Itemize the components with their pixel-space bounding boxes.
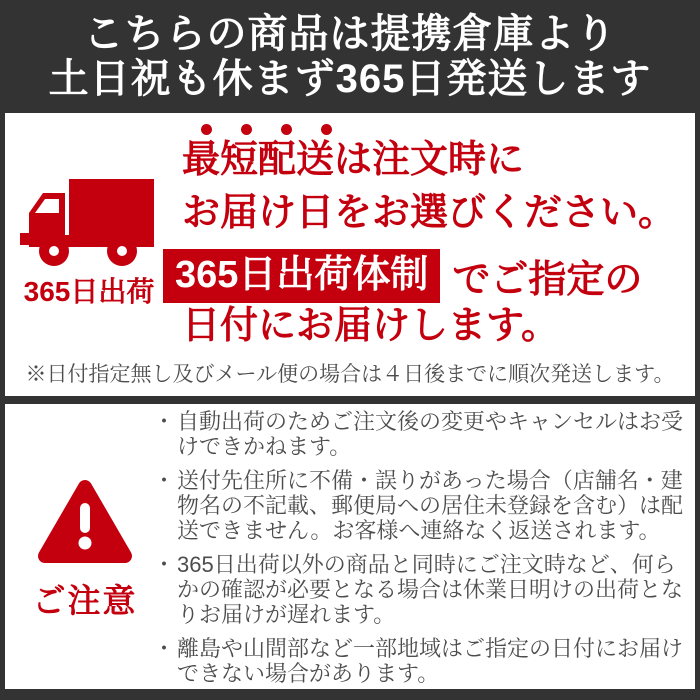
caution-text: 離島や山間部など一部地域はご指定の日付にお届けできない場合があります。 [177, 636, 684, 686]
delivery-line: 日付にお届けします。 [182, 305, 559, 347]
caution-text: 送付先住所に不備・誤りがあった場合（店舗名・建物名の不記載、郵便局への居住未登録を含む）は配送できません。お客様へ連絡なく返送されます。 [177, 468, 684, 543]
emphasis-dot [201, 124, 212, 135]
shipping-panel [5, 113, 695, 396]
top-banner-line-2: 土日祝も休まず365日発送します [48, 57, 652, 101]
caution-list [153, 409, 689, 695]
emphasis-dots [201, 124, 361, 135]
caution-text: 自動出荷のためご注文後の変更やキャンセルはお受けできかねます。 [177, 409, 684, 459]
caution-item [153, 636, 689, 686]
caution-text: 365日出荷以外の商品と同時にご注文時など、何らかの確認が必要となる場合は休業日明けの出荷となりお届けが遅れます。 [177, 552, 684, 627]
top-banner [0, 0, 700, 113]
warning-triangle-icon [35, 476, 135, 573]
bullet-marker: ・ [153, 552, 176, 577]
caution-item [153, 468, 689, 543]
bullet-marker: ・ [153, 468, 176, 493]
bullet-marker: ・ [153, 636, 176, 661]
headline-line-2: お届け日をお選びください。 [182, 192, 677, 234]
top-banner-line-1: こちらの商品は提携倉庫より [83, 12, 617, 56]
caution-item [153, 552, 689, 627]
caution-panel [5, 404, 695, 689]
emphasis-dot [321, 124, 332, 135]
badge-suffix: でご指定の [452, 259, 643, 301]
emphasis-dot [281, 124, 292, 135]
headline-line-1: 最短配送は注文時に [182, 139, 525, 181]
emphasis-dot [241, 124, 252, 135]
truck-label: 365日出荷 [23, 276, 155, 307]
bullet-marker: ・ [153, 409, 176, 434]
caution-label: ご注意 [32, 582, 138, 619]
delivery-truck-icon [19, 177, 159, 274]
shipping-badge: 365日出荷体制 [163, 249, 440, 303]
caution-item [153, 409, 689, 459]
shipping-note: ※日付指定無し及びメール便の場合は４日後までに順次発送します。 [25, 363, 675, 386]
badge-row [163, 248, 642, 303]
